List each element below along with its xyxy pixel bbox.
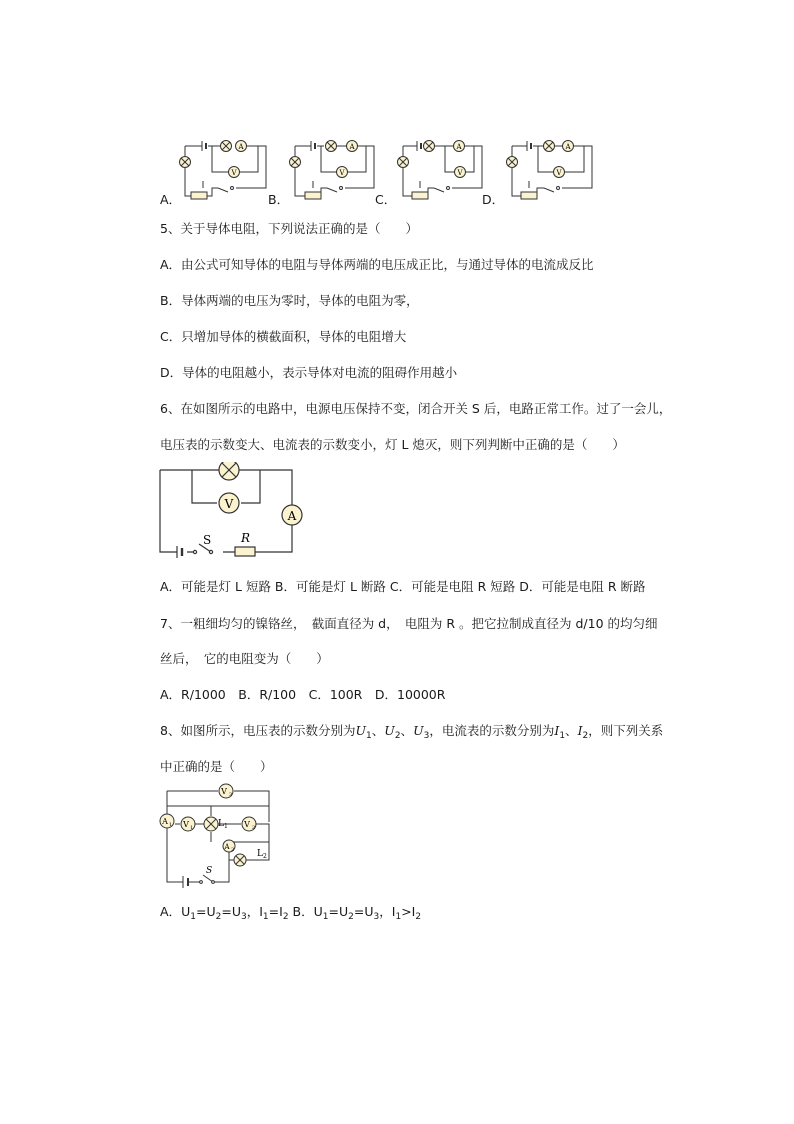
q6-stem-line1: 6、在如图所示的电路中，电源电压保持不变，闭合开关 S 后，电路正常工作。过了一会儿，	[160, 401, 672, 416]
q8-stem-line1: 8、如图所示，电压表的示数分别为$U_1$、$U_2$、$U_3$，电流表的示数分别为$I_1$、$I_2$，则下列关系	[160, 723, 664, 741]
q4-a-lamp-2-icon	[221, 141, 232, 152]
q4-a-ammeter-icon	[236, 141, 247, 152]
svg-text:V: V	[339, 169, 345, 177]
svg-text:1: 1	[169, 822, 173, 828]
q4-b-lamp-2-icon	[326, 141, 337, 152]
q4-b-lamp-1-icon	[290, 157, 301, 168]
svg-text:V: V	[224, 497, 234, 511]
q5-option-c: C．只增加导体的横截面积，导体的电阻增大	[160, 329, 407, 344]
svg-text:A: A	[162, 817, 168, 826]
q8-v2-icon	[242, 817, 256, 831]
q4-c-ammeter-icon	[454, 141, 465, 152]
q6-resistor-label: R	[241, 531, 251, 545]
q8-l2-lamp-icon	[234, 854, 246, 866]
q6-stem-line2: 电压表的示数变大、电流表的示数变小，灯 L 熄灭，则下列判断中正确的是（ ）	[160, 437, 625, 452]
q4-d-voltmeter-icon	[554, 167, 565, 178]
q8-l1-lamp-icon	[204, 817, 218, 831]
q4-b-ammeter-icon	[347, 141, 358, 152]
q8-options: A．$U_1=U_2=U_3$，$I_1=I_2$ B．$U_1=U_2=U_3$，$I_1>I_2$	[160, 904, 422, 922]
svg-text:V: V	[457, 169, 463, 177]
svg-text:V: V	[221, 787, 227, 796]
q8-switch-label: S	[206, 866, 213, 876]
svg-text:A: A	[565, 143, 571, 151]
svg-text:V: V	[556, 169, 562, 177]
svg-text:A: A	[349, 143, 355, 151]
svg-text:A: A	[224, 843, 230, 851]
q4-c-lamp-2-icon	[424, 141, 435, 152]
q8-v3-icon	[219, 784, 233, 798]
q4-a-voltmeter-icon	[229, 167, 240, 178]
q7-stem-line1: 7、一粗细均匀的镍铬丝， 截面直径为 d， 电阻为 R 。把它拉制成直径为 d/10 的均匀细	[160, 616, 658, 631]
svg-text:V: V	[231, 169, 237, 177]
q7-stem-line2: 丝后， 它的电阻变为（ ）	[160, 651, 329, 666]
svg-text:A: A	[456, 143, 462, 151]
q6-voltmeter-icon	[219, 493, 239, 513]
q4-d-ammeter-icon	[563, 141, 574, 152]
q4-option-c-label: C．	[375, 192, 397, 207]
q4-circuit-diagrams	[0, 0, 794, 215]
q4-d-lamp-1-icon	[507, 157, 518, 168]
q8-v1-icon	[181, 817, 195, 831]
q7-options: A．R/1000 B．R/100 C．100R D．10000R	[160, 687, 446, 702]
svg-text:V: V	[244, 820, 250, 829]
q4-c-lamp-1-icon	[398, 157, 409, 168]
q4-option-a-label: A．	[160, 192, 182, 207]
svg-text:2: 2	[231, 847, 235, 853]
q4-a-lamp-1-icon	[180, 157, 191, 168]
q8-a2-icon	[223, 840, 235, 853]
q6-lamp-icon	[219, 462, 239, 480]
q4-d-lamp-2-icon	[544, 141, 555, 152]
q6-switch-label: S	[203, 533, 212, 547]
q6-options: A．可能是灯 L 短路 B．可能是灯 L 断路 C．可能是电阻 R 短路 D．可能是电阻 R 断路	[160, 579, 646, 594]
q4-c-voltmeter-icon	[455, 167, 466, 178]
q6-circuit-diagram	[155, 462, 315, 562]
q8-stem-line2: 中正确的是（ ）	[160, 759, 273, 774]
svg-text:A: A	[238, 143, 244, 151]
svg-text:V: V	[183, 820, 189, 829]
q5-option-a: A．由公式可知导体的电阻与导体两端的电压成正比，与通过导体的电流成反比	[160, 257, 594, 272]
q4-option-d-label: D．	[482, 192, 505, 207]
svg-text:3: 3	[229, 792, 233, 798]
q5-option-b: B．导体两端的电压为零时，导体的电阻为零，	[160, 293, 419, 308]
q8-l1-label: $L_1$	[218, 819, 228, 830]
q4-b-voltmeter-icon	[337, 167, 348, 178]
q5-option-d: D．导体的电阻越小，表示导体对电流的阻碍作用越小	[160, 365, 458, 380]
svg-text:2: 2	[252, 825, 256, 831]
q4-circuit-c	[403, 141, 482, 199]
svg-text:1: 1	[190, 825, 194, 831]
q8-circuit-diagram	[155, 782, 290, 890]
q6-ammeter-icon	[282, 505, 302, 525]
svg-text:A: A	[287, 509, 297, 523]
q8-a1-icon	[160, 814, 174, 828]
q4-option-b-label: B．	[268, 192, 290, 207]
q8-l2-label: $L_2$	[257, 849, 267, 860]
q5-stem: 5、关于导体电阻，下列说法正确的是（ ）	[160, 221, 418, 236]
